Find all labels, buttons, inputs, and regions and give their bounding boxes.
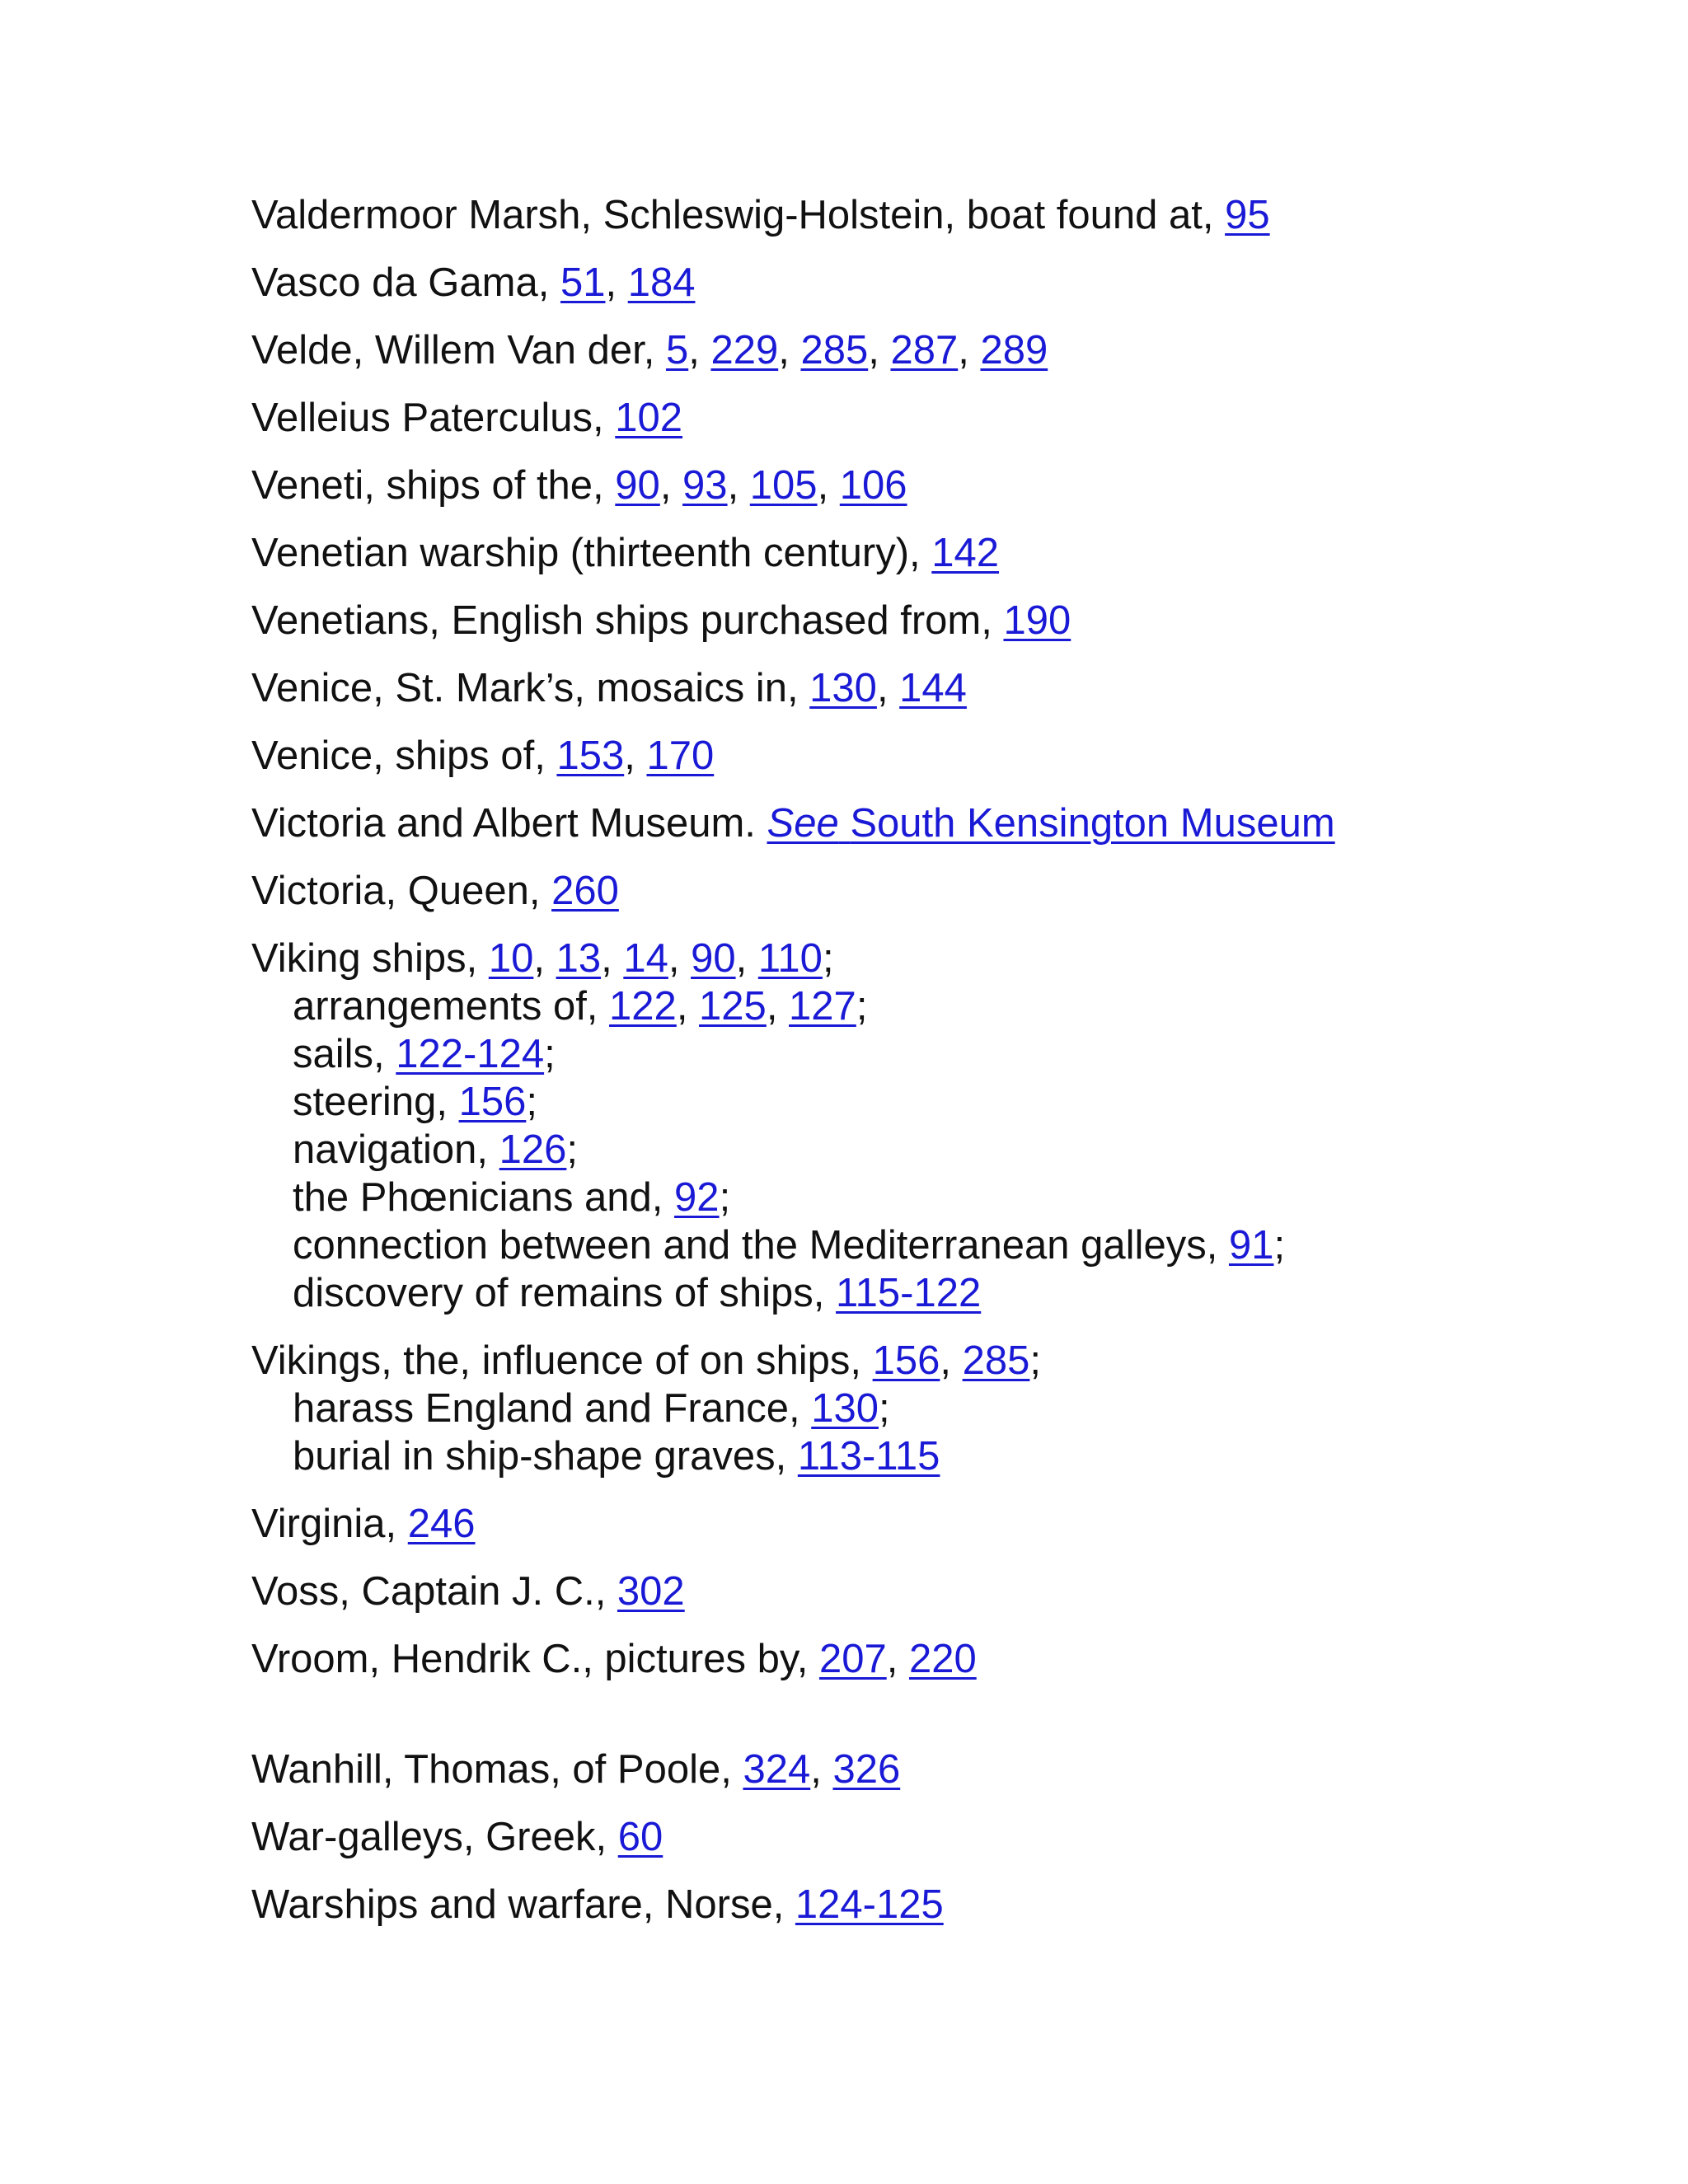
entry-text: Venice, ships of, <box>251 733 557 778</box>
entry-text: , <box>605 260 628 305</box>
index-entry <box>251 259 1636 307</box>
index-entry-heading <box>251 598 1071 643</box>
page-ref-link-5[interactable]: 5 <box>665 328 689 373</box>
page-ref-link-260[interactable]: 260 <box>551 869 619 913</box>
see-target: South Kensington Museum <box>850 801 1335 846</box>
index-entry <box>251 867 1636 915</box>
index-subentry <box>251 1385 1636 1432</box>
index-entry-heading <box>251 531 999 575</box>
entry-text: , <box>727 463 750 508</box>
index-entry <box>251 1746 1636 1793</box>
page-ref-link-90[interactable]: 90 <box>691 936 736 981</box>
entry-text: Victoria, Queen, <box>251 869 552 913</box>
page-ref-link-125[interactable]: 125 <box>699 984 767 1029</box>
page-ref-link-190[interactable]: 190 <box>1003 598 1071 643</box>
page-ref-link-246[interactable]: 246 <box>407 1502 476 1546</box>
entry-text: ; <box>719 1175 731 1220</box>
entry-text: , <box>659 463 683 508</box>
index-entry-heading <box>251 1502 476 1546</box>
index-entry <box>251 732 1636 780</box>
entry-text: , <box>876 666 900 710</box>
page-ref-link-105[interactable]: 105 <box>749 463 818 508</box>
page-ref-link-324[interactable]: 324 <box>743 1747 811 1792</box>
page-ref-link-122-124[interactable]: 122-124 <box>396 1032 545 1076</box>
page-ref-link-13[interactable]: 13 <box>556 936 602 981</box>
index-subentry <box>251 982 1636 1030</box>
index-subentry <box>251 1269 1636 1317</box>
entry-text: , <box>766 984 790 1029</box>
entry-text: Veneti, ships of the, <box>251 463 616 508</box>
entry-text: ; <box>1273 1223 1286 1268</box>
page-ref-link-229[interactable]: 229 <box>710 328 779 373</box>
entry-text: Valdermoor Marsh, Schleswig-Holstein, boat found at, <box>251 193 1226 237</box>
index-entry <box>251 1500 1636 1548</box>
page-ref-link-14[interactable]: 14 <box>623 936 668 981</box>
page-ref-link-10[interactable]: 10 <box>488 936 534 981</box>
index-entry-heading <box>251 193 1270 237</box>
entry-text: ; <box>544 1032 556 1076</box>
entry-text: , <box>676 984 700 1029</box>
index-entry-heading <box>251 936 834 981</box>
entry-text: Viking ships, <box>251 936 489 981</box>
index-entry-heading <box>251 1338 1041 1383</box>
index-entry <box>251 1568 1636 1615</box>
see-label: See <box>767 801 839 846</box>
page-ref-link-289[interactable]: 289 <box>980 328 1048 373</box>
entry-text: Victoria and Albert Museum. <box>251 801 767 846</box>
page-ref-link-122[interactable]: 122 <box>609 984 677 1029</box>
index-entry-heading <box>251 328 1048 373</box>
entry-text: Wanhill, Thomas, of Poole, <box>251 1747 743 1792</box>
entry-text: , <box>668 936 692 981</box>
index-subentry <box>251 1126 1636 1174</box>
entry-text: Warships and warfare, Norse, <box>251 1882 795 1927</box>
index-entry <box>251 597 1636 644</box>
see-reference-link[interactable] <box>767 801 1335 846</box>
entry-text: arrangements of, <box>293 984 610 1029</box>
entry-text: navigation, <box>293 1127 499 1172</box>
index-entry <box>251 462 1636 509</box>
entry-text: ; <box>879 1386 890 1431</box>
page-ref-link-95[interactable]: 95 <box>1225 193 1270 237</box>
index-entry <box>251 935 1636 1317</box>
page-ref-link-207[interactable]: 207 <box>818 1637 887 1681</box>
index-entry <box>251 664 1636 712</box>
index-subentry <box>251 1221 1636 1269</box>
index-entry-heading <box>251 1882 944 1927</box>
page-ref-link-102[interactable]: 102 <box>615 396 683 440</box>
page-ref-link-90[interactable]: 90 <box>615 463 660 508</box>
entry-text: Venice, St. Mark’s, mosaics in, <box>251 666 810 710</box>
index-subentry <box>251 1030 1636 1078</box>
entry-text: , <box>810 1747 833 1792</box>
index-entry-heading <box>251 463 907 508</box>
letter-section-gap <box>251 1703 1636 1746</box>
entry-text: , <box>601 936 624 981</box>
index-subentry <box>251 1174 1636 1221</box>
page-ref-link-170[interactable]: 170 <box>646 733 715 778</box>
entry-text: ; <box>822 936 834 981</box>
index-entry-heading <box>251 801 1335 846</box>
page-ref-link-326[interactable]: 326 <box>832 1747 901 1792</box>
page-ref-link-110[interactable]: 110 <box>757 936 823 981</box>
entry-text: discovery of remains of ships, <box>293 1271 837 1315</box>
entry-text: ; <box>856 984 868 1029</box>
entry-text: Venetians, English ships purchased from, <box>251 598 1004 643</box>
index-entry-heading <box>251 1569 685 1614</box>
entry-text: , <box>958 328 981 373</box>
page-ref-link-127[interactable]: 127 <box>789 984 856 1029</box>
index-list <box>251 191 1636 1948</box>
page-ref-link-287[interactable]: 287 <box>890 328 959 373</box>
entry-text: Velleius Paterculus, <box>251 396 616 440</box>
index-entry-heading <box>251 1815 663 1859</box>
entry-text: Vikings, the, influence of on ships, <box>251 1338 873 1383</box>
index-entry <box>251 1337 1636 1480</box>
index-entry-heading <box>251 1747 900 1792</box>
page-ref-link-92[interactable]: 92 <box>674 1175 720 1220</box>
entry-text: Vasco da Gama, <box>251 260 560 305</box>
entry-text: sails, <box>293 1032 396 1076</box>
page-ref-link-113-115[interactable]: 113-115 <box>797 1434 940 1479</box>
page-ref-link-153[interactable]: 153 <box>556 733 625 778</box>
index-entry-heading <box>251 396 682 440</box>
entry-text: ; <box>526 1080 537 1124</box>
page-ref-link-184[interactable]: 184 <box>627 260 696 305</box>
entry-text: , <box>735 936 758 981</box>
entry-text: connection between and the Mediterranean galleys, <box>293 1223 1229 1268</box>
entry-text: Virginia, <box>251 1502 408 1546</box>
entry-text: the Phœnicians and, <box>293 1175 675 1220</box>
index-entry-heading <box>251 666 967 710</box>
entry-text: Voss, Captain J. C., <box>251 1569 617 1614</box>
page-ref-link-156[interactable]: 156 <box>872 1338 940 1383</box>
index-entry <box>251 1881 1636 1929</box>
index-entry-heading <box>251 260 695 305</box>
index-entry <box>251 1813 1636 1861</box>
index-entry-heading <box>251 733 714 778</box>
entry-text: , <box>886 1637 909 1681</box>
index-entry-heading <box>251 869 619 913</box>
entry-text: Velde, Willem Van der, <box>251 328 666 373</box>
entry-text: , <box>940 1338 963 1383</box>
page-ref-link-285[interactable]: 285 <box>800 328 869 373</box>
page-ref-link-60[interactable]: 60 <box>617 1815 663 1859</box>
index-entry <box>251 1635 1636 1683</box>
page-ref-link-130[interactable]: 130 <box>809 666 877 710</box>
entry-text: , <box>624 733 647 778</box>
entry-text: ; <box>566 1127 579 1172</box>
index-entry <box>251 394 1636 442</box>
page-ref-link-51[interactable]: 51 <box>560 260 606 305</box>
entry-text: burial in ship-shape graves, <box>293 1434 798 1479</box>
entry-text: , <box>688 328 711 373</box>
page-ref-link-130[interactable]: 130 <box>811 1386 879 1431</box>
index-entry <box>251 191 1636 239</box>
entry-text: , <box>778 328 801 373</box>
entry-text: Venetian warship (thirteenth century), <box>251 531 932 575</box>
page-ref-link-144[interactable]: 144 <box>899 666 967 710</box>
index-subentry <box>251 1432 1636 1480</box>
entry-text: ; <box>1029 1338 1042 1383</box>
entry-text: steering, <box>293 1080 459 1124</box>
index-subentry <box>251 1078 1636 1126</box>
index-entry <box>251 799 1636 847</box>
page-ref-link-156[interactable]: 156 <box>458 1080 527 1124</box>
page-ref-link-93[interactable]: 93 <box>682 463 728 508</box>
page-ref-link-124-125[interactable]: 124-125 <box>795 1882 944 1927</box>
page-ref-link-142[interactable]: 142 <box>931 531 1000 575</box>
entry-text: harass England and France, <box>293 1386 812 1431</box>
page-ref-link-302[interactable]: 302 <box>617 1569 685 1614</box>
entry-text: , <box>868 328 891 373</box>
page-ref-link-115-122[interactable]: 115-122 <box>836 1271 982 1315</box>
index-entry-heading <box>251 1637 977 1681</box>
index-entry <box>251 529 1636 577</box>
entry-text: Vroom, Hendrik C., pictures by, <box>251 1637 819 1681</box>
index-entry <box>251 326 1636 374</box>
page-ref-link-220[interactable]: 220 <box>908 1637 977 1681</box>
entry-text: , <box>817 463 840 508</box>
page-ref-link-285[interactable]: 285 <box>962 1338 1030 1383</box>
page-ref-link-126[interactable]: 126 <box>499 1127 567 1172</box>
page-ref-link-106[interactable]: 106 <box>839 463 907 508</box>
entry-text: , <box>533 936 556 981</box>
entry-text: War-galleys, Greek, <box>251 1815 618 1859</box>
page-ref-link-91[interactable]: 91 <box>1228 1223 1274 1268</box>
